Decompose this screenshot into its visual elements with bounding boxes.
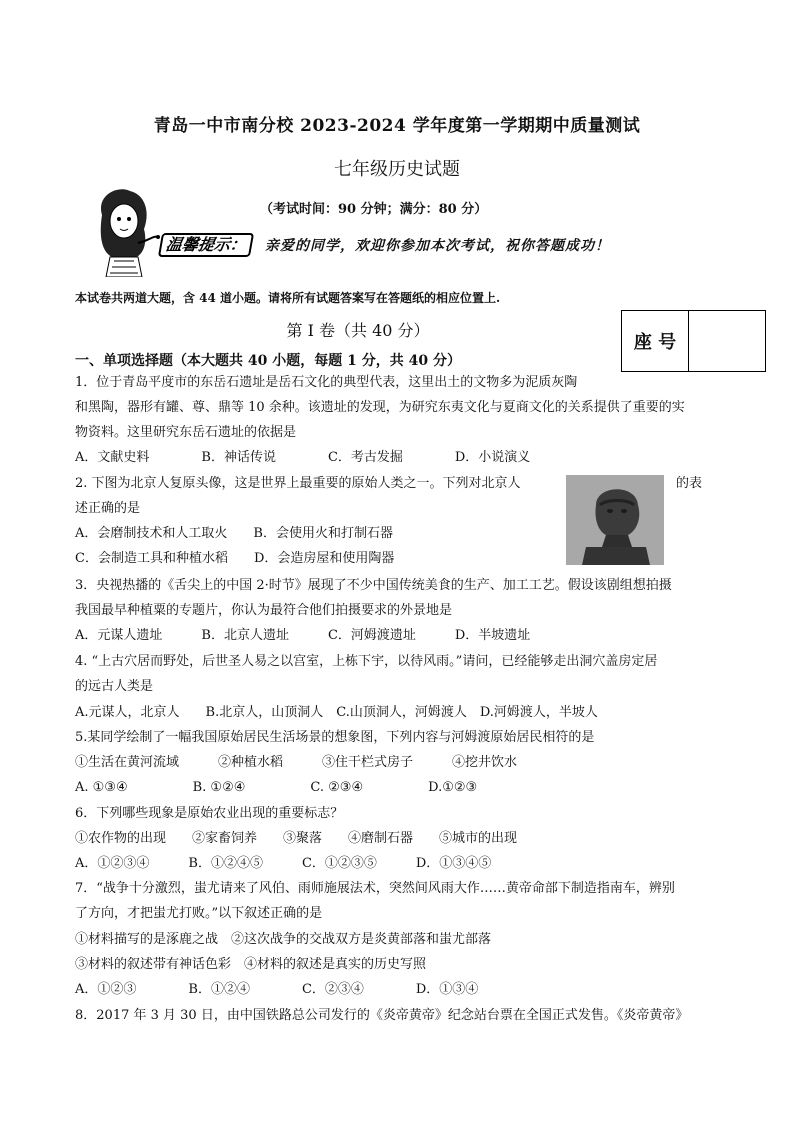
section-heading: 一、单项选择题（本大题共 40 小题，每题 1 分，共 40 分） <box>75 353 461 369</box>
seat-label: 座 号 <box>622 311 689 371</box>
question-line: 1．位于青岛平度市的东岳石遗址是岳石文化的典型代表，这里出土的文物多为泥质灰陶 <box>75 375 578 390</box>
question-line: 和黑陶，器形有罐、尊、鼎等 10 余种。该遗址的发现，为研究东夷文化与夏商文化的关系提供了重要的实 <box>75 400 685 415</box>
cartoon-girl-illustration <box>88 185 160 277</box>
seat-number-box <box>621 310 766 372</box>
question-line: ①生活在黄河流域 ②种植水稻 ③住干栏式房子 ④挖井饮水 <box>75 755 518 770</box>
question-line: 5.某同学绘制了一幅我国原始居民生活场景的想象图，下列内容与河姆渡原始居民相符的是 <box>75 730 595 745</box>
question-line: 的表 <box>676 476 703 491</box>
answer-options: A．元谋人遗址 B．北京人遗址 C．河姆渡遗址 D．半坡遗址 <box>75 628 531 643</box>
question-line: ③材料的叙述带有神话色彩 ④材料的叙述是真实的历史写照 <box>75 957 427 972</box>
seat-number-field[interactable] <box>689 311 765 371</box>
answer-options: A．①②③④ B．①②④⑤ C．①②③⑤ D．①③④⑤ <box>75 856 492 871</box>
answer-options: C．会制造工具和种植水稻 D．会造房屋和使用陶器 <box>75 551 395 566</box>
question-line: 述正确的是 <box>75 501 141 516</box>
question-line: 我国最早种植粟的专题片，你认为最符合他们拍摄要求的外景地是 <box>75 603 453 618</box>
exam-subtitle: 七年级历史试题 <box>334 159 460 180</box>
question-line: 物资料。这里研究东岳石遗址的依据是 <box>75 425 297 440</box>
question-line: 7．“战争十分激烈，蚩尤请来了风伯、雨师施展法术，突然间风雨大作……黄帝命部下制造指南车，辨别 <box>75 881 675 896</box>
tip-label: 温馨提示： <box>158 233 254 257</box>
question-line: 的远古人类是 <box>75 679 154 694</box>
question-line: ①材料描写的是涿鹿之战 ②这次战争的交战双方是炎黄部落和蚩尤部落 <box>75 932 492 947</box>
answer-options: A．①②③ B．①②④ C．②③④ D．①③④ <box>75 982 479 997</box>
answer-options: A．文献史料 B．神话传说 C．考古发掘 D．小说演义 <box>75 450 531 465</box>
answer-options: A.元谋人，北京人 B.北京人，山顶洞人 C.山顶洞人，河姆渡人 D.河姆渡人，半坡人 <box>75 705 598 720</box>
part-title: 第 I 卷（共 40 分） <box>286 321 430 340</box>
peking-man-bust-image <box>566 475 664 565</box>
question-line: 了方向，才把蚩尤打败。”以下叙述正确的是 <box>75 906 323 921</box>
answer-options: A．会磨制技术和人工取火 B．会使用火和打制石器 <box>75 526 393 541</box>
question-line: 8．2017 年 3 月 30 日，由中国铁路总公司发行的《炎帝黄帝》纪念站台票在全国正式发售。《炎帝黄帝》 <box>75 1008 689 1023</box>
question-line: 2. 下图为北京人复原头像，这是世界上最重要的原始人类之一。下列对北京人 <box>75 476 521 491</box>
question-line: 4. “上古穴居而野处，后世圣人易之以宫室，上栋下宇，以待风雨。”请问，已经能够走出洞穴盖房定居 <box>75 654 658 669</box>
exam-notice: 本试卷共两道大题，含 44 道小题。请将所有试题答案写在答题纸的相应位置上. <box>75 291 501 305</box>
question-line: ①农作物的出现 ②家畜饲养 ③聚落 ④磨制石器 ⑤城市的出现 <box>75 831 518 846</box>
question-line: 6．下列哪些现象是原始农业出现的重要标志？ <box>75 806 344 821</box>
question-line: 3．央视热播的《舌尖上的中国 2·时节》展现了不少中国传统美食的生产、加工工艺。假设该剧组想拍摄 <box>75 578 672 593</box>
answer-options: A. ①③④ B. ①②④ C. ②③④ D.①②③ <box>75 780 478 795</box>
exam-info: （考试时间：90 分钟；满分：80 分） <box>260 202 488 217</box>
exam-title: 青岛一中市南分校 2023-2024 学年度第一学期期中质量测试 <box>153 116 641 136</box>
tip-text: 亲爱的同学，欢迎你参加本次考试，祝你答题成功！ <box>265 238 610 254</box>
